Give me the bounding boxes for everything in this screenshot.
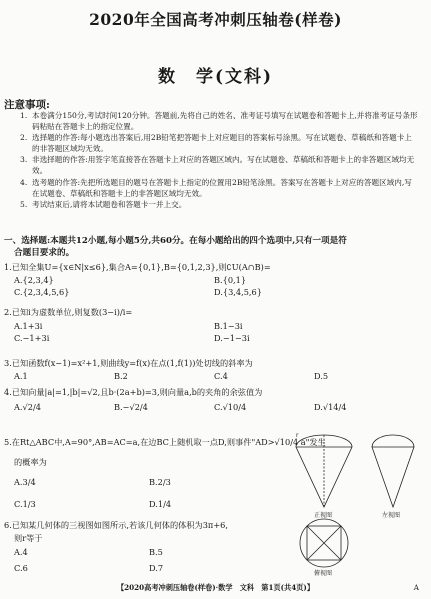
question-2-stem: 2.已知i为虚数单位,则复数(3−i)/i= (4, 307, 133, 317)
question-6-stem: 6.已知某几何体的三视图如图所示,若该几何体的体积为3π+6, (4, 520, 228, 530)
notice-item (20, 199, 418, 210)
option-b: B.2/3 (149, 477, 171, 487)
question-5-options (14, 476, 284, 510)
option-c: C.4 (214, 371, 228, 381)
question-6-options (14, 546, 284, 574)
version-letter: A (413, 583, 419, 592)
section-line: 一、选择题:本题共12小题,每小题5分,共60分。在每小题给出的四个选项中,只有一项是符 (4, 236, 347, 246)
option-b: B.{0,1} (214, 275, 247, 285)
notice-num: 3. (20, 155, 28, 165)
side-view-label: 左视图 (382, 512, 401, 519)
notice-item (20, 177, 418, 199)
front-view-label: 正视图 (314, 512, 333, 519)
question-2-options (14, 320, 414, 344)
side-view-arc (372, 435, 414, 447)
option-c: C.6 (14, 563, 28, 573)
notice-num: 4. (20, 177, 28, 187)
option-a: A.1 (14, 371, 28, 381)
notice-text: 选考题的作答:先把所选题目的题号在答题卡上指定的位置用2B铅笔涂黑。答案写在答题卡上对应的答题区域内,写在试题卷、草稿纸和答题卡上的非答题区域均无效。 (32, 177, 412, 198)
notice-text: 非选择题的作答:用签字笔直接答在答题卡上对应的答题区域内。写在试题卷、草稿纸和答题卡上的非答题区域均无效。 (32, 155, 415, 176)
notice-item (20, 154, 418, 176)
question-6-stem-cont: 则r等于 (14, 533, 43, 543)
option-d: D.5 (314, 371, 329, 381)
option-a: A.1+3i (14, 321, 43, 331)
option-b: B.1−3i (214, 321, 243, 331)
option-b: B.2 (114, 371, 128, 381)
option-b: B.5 (149, 547, 163, 557)
question-1-stem: 1.已知全集U={x∈N|x≤6},集合A={0,1},B={0,1,2,3},则∁U(A∩B)= (4, 262, 271, 272)
option-d: D.1/4 (149, 499, 172, 509)
page-footer: 【2020高考冲刺压轴卷(样卷)·数学 文科 第1页(共4页)】 (116, 583, 315, 592)
notice-item (20, 110, 418, 132)
three-view-drawing (292, 425, 426, 575)
option-c: C.−1+3i (14, 333, 50, 343)
option-d: D.√14/4 (314, 402, 347, 412)
notice-text: 考试结束后,请将本试题卷和答题卡一并上交。 (32, 199, 187, 209)
question-4-stem: 4.已知向量|a|=1,|b|=√2,且b·(2a+b)=3,则向量a,b的夹角的余弦值为 (4, 387, 263, 397)
option-a: A.{2,3,4} (14, 275, 54, 285)
option-d: D.−1−3i (214, 333, 250, 343)
notice-num: 1. (20, 111, 28, 120)
notice-heading: 注意事项: (4, 99, 50, 111)
question-5-stem: 5.在Rt△ABC中,A=90°,AB=AC=a,在边BC上随机取一点D,则事件"AD>√10/4 a"发生 (4, 437, 326, 447)
section-line: 合题目要求的。 (14, 248, 75, 258)
top-view-label: 俯视图 (314, 570, 333, 577)
notice-num: 5. (20, 199, 28, 209)
question-5-stem-cont: 的概率为 (14, 457, 47, 467)
notice-item (20, 132, 418, 154)
notice-num: 2. (20, 133, 28, 143)
option-c: C.√10/4 (214, 402, 247, 412)
question-4-options (14, 401, 414, 413)
option-c: C.1/3 (14, 499, 36, 509)
question-1-options (14, 274, 414, 298)
r-label: r (296, 432, 299, 439)
section-heading (4, 235, 424, 259)
option-c: C.{2,3,4,5,6} (14, 287, 70, 297)
notice-text: 选择题的作答:每小题选出答案后,用2B铅笔把答题卡上对应题目的答案标号涂黑。写在试题卷、草稿纸和答题卡上的非答题区域均无效。 (32, 133, 412, 154)
option-a: A.4 (14, 547, 28, 557)
three-view-figure (292, 425, 426, 575)
option-a: A.3/4 (14, 477, 36, 487)
option-a: A.√2/4 (14, 402, 41, 412)
notice-text: 本卷满分150分,考试时间120分钟。答题前,先将自己的姓名、准考证号填写在试题卷和答题卡上,并将准考证号条形码粘贴在答题卡上的指定位置。 (32, 111, 418, 132)
option-d: D.{3,4,5,6} (214, 287, 262, 297)
option-b: B.−√2/4 (114, 402, 148, 412)
question-3-options (14, 370, 414, 382)
exam-title: 2020年全国高考冲刺压轴卷(样卷) (89, 10, 342, 29)
notice-list (20, 110, 418, 210)
subject-title: 数 学(文科) (157, 67, 274, 87)
side-view-shape (372, 447, 414, 507)
option-d: D.7 (149, 563, 164, 573)
question-3-stem: 3.已知函数f(x−1)=x²+1,则曲线y=f(x)在点(1,f(1))处切线的斜率为 (4, 358, 253, 368)
